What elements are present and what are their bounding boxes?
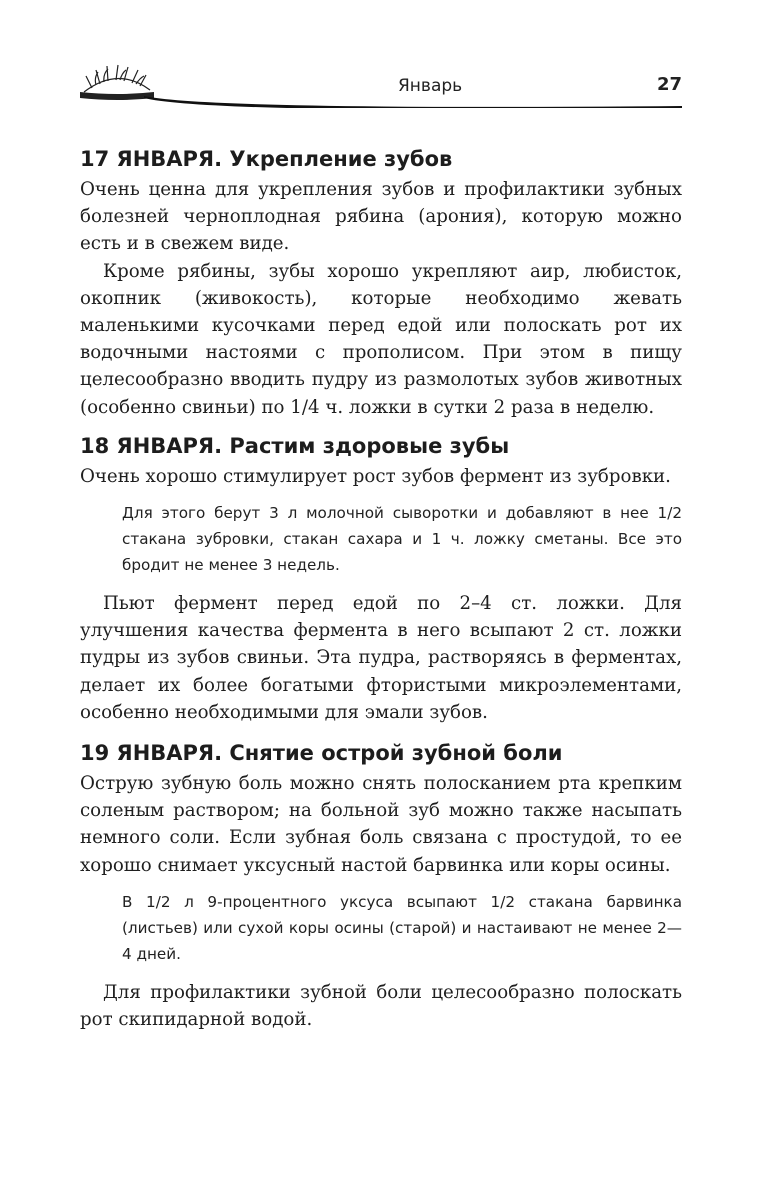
sun-ornament-icon [78,58,682,108]
paragraph: Очень хорошо стимулирует рост зубов фермент из зубровки. [80,465,671,487]
recipe-note: В 1/2 л 9-процентного уксуса всыпают 1/2 стакана барвинка (листьев) или сухой коры осины (старой) и настаивают не менее 2—4 дней. [122,892,682,963]
section-title: 19 ЯНВАРЯ. Снятие острой зубной боли [80,741,563,766]
paragraph: Кроме рябины, зубы хорошо укрепляют аир, любисток, окопник (живокость), которые необходимо жевать маленькими кусочками перед едой или полоскать рот их водочными настоями с прополисом. При этом в пищу целесообразно вводить пудру из размолотых зубов животных (особенно свиньи) по 1/4 ч. ложки в сутки 2 раза в неделю. [80,260,682,418]
section-title: 18 ЯНВАРЯ. Растим здоровые зубы [80,433,510,458]
page-body [80,144,682,1033]
section-jan-18 [80,431,682,726]
paragraph: Очень ценна для укрепления зубов и профилактики зубных болезней черноплодная рябина (арония), которую можно есть и в свежем виде. [80,179,682,255]
section-title: 17 ЯНВАРЯ. Укрепление зубов [80,147,453,171]
paragraph: Пьют фермент перед едой по 2–4 ст. ложки. Для улучшения качества фермента в него всыпают 2 ст. ложки пудры из зубов свиньи. Эта пудра, растворяясь в ферментах, делает их более богатыми фтористыми микроэлементами, особенно необходимыми для эмали зубов. [80,593,682,723]
running-title: Январь [398,76,463,96]
section-jan-19 [80,738,682,1033]
paragraph: Острую зубную боль можно снять полосканием рта крепким соленым раствором; на больной зуб можно также насыпать немного соли. Если зубная боль связана с простудой, то ее хорошо снимает уксусный настой барвинка или коры осины. [80,773,682,876]
page-number: 27 [656,74,682,95]
page-header [78,58,682,108]
section-jan-17 [80,144,682,421]
recipe-note: Для этого берут 3 л молочной сыворотки и добавляют в нее 1/2 стакана зубровки, стакан сахара и 1 ч. ложку сметаны. Все это бродит не менее 3 недель. [122,504,682,575]
paragraph: Для профилактики зубной боли целесообразно полоскать рот скипидарной водой. [80,981,682,1031]
